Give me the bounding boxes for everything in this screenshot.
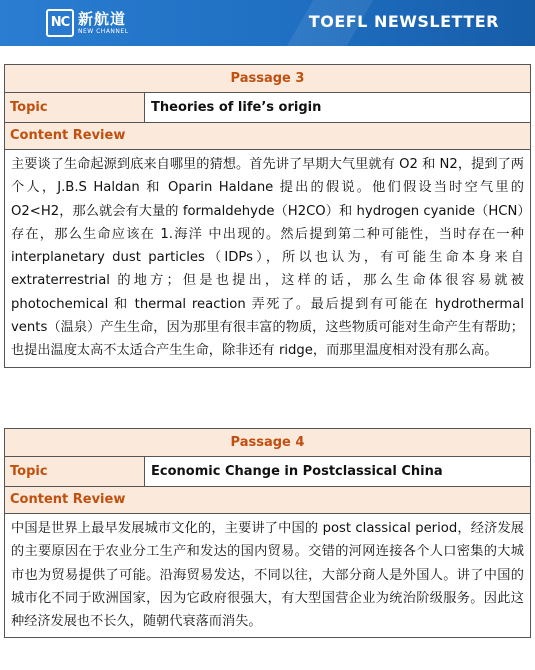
topic-label: Topic <box>5 93 145 122</box>
passage-heading: Passage 3 <box>5 65 530 93</box>
topic-row <box>5 93 530 123</box>
newsletter-title: TOEFL NEWSLETTER <box>308 12 499 31</box>
passage-4-table <box>4 428 531 638</box>
topic-row <box>5 457 530 487</box>
passage-heading: Passage 4 <box>5 429 530 457</box>
topic-value: Theories of life’s origin <box>151 100 322 115</box>
logo-english-name: NEW CHANNEL <box>78 27 129 35</box>
content-review-text: 主要谈了生命起源到底来自哪里的猜想。首先讲了早期大气里就有 O2 和 N2，提到了两个人，J.B.S Haldan 和 Oparin Haldane 提出的假说。他们假设当时空气里的 O2<H2，那么就会有大量的 formaldehyde（H2CO）和 hydrogen cyanide（HCN）存在，那么生命应该在 1.海洋 中出现的。然后提到第二种可能性，当时存在一种 interplanetary dust particles（IDPs），所以也认为，有可能生命本身来自 extraterrestrial 的地方；但是也提出，这样的话，那么生命体很容易就被 photochemical 和 thermal reaction 弄死了。最后提到有可能在 hydrothermal vents（温泉）产生生命，因为那里有很丰富的物质，这些物质可能对生命产生有帮助；也提出温度太高不太适合产生生命，除非还有 ridge，而那里温度相对没有那么高。 <box>11 157 524 359</box>
content-review-text: 中国是世界上最早发展城市文化的，主要讲了中国的 post classical period，经济发展的主要原因在于农业分工生产和发达的国内贸易。交错的河网连接各个人口密集的大城市也为贸易提供了可能。沿海贸易发达，不同以往，大部分商人是外国人。讲了中国的城市化不同于欧洲国家，因为它政府很强大，有大型国营企业为统治阶级服务。因此这种经济发展也不长久，随朝代衰落而消失。 <box>11 521 524 630</box>
content-review-label: Content Review <box>5 123 530 150</box>
header-banner <box>0 0 535 46</box>
logo-mark-icon: NC <box>46 9 74 37</box>
topic-value: Economic Change in Postclassical China <box>151 464 443 479</box>
logo-text <box>78 9 129 35</box>
logo-chinese-name: 新航道 <box>78 9 127 28</box>
passage-3-table <box>4 64 531 368</box>
content-review-label: Content Review <box>5 487 530 514</box>
logo <box>46 8 129 38</box>
topic-label: Topic <box>5 457 145 486</box>
